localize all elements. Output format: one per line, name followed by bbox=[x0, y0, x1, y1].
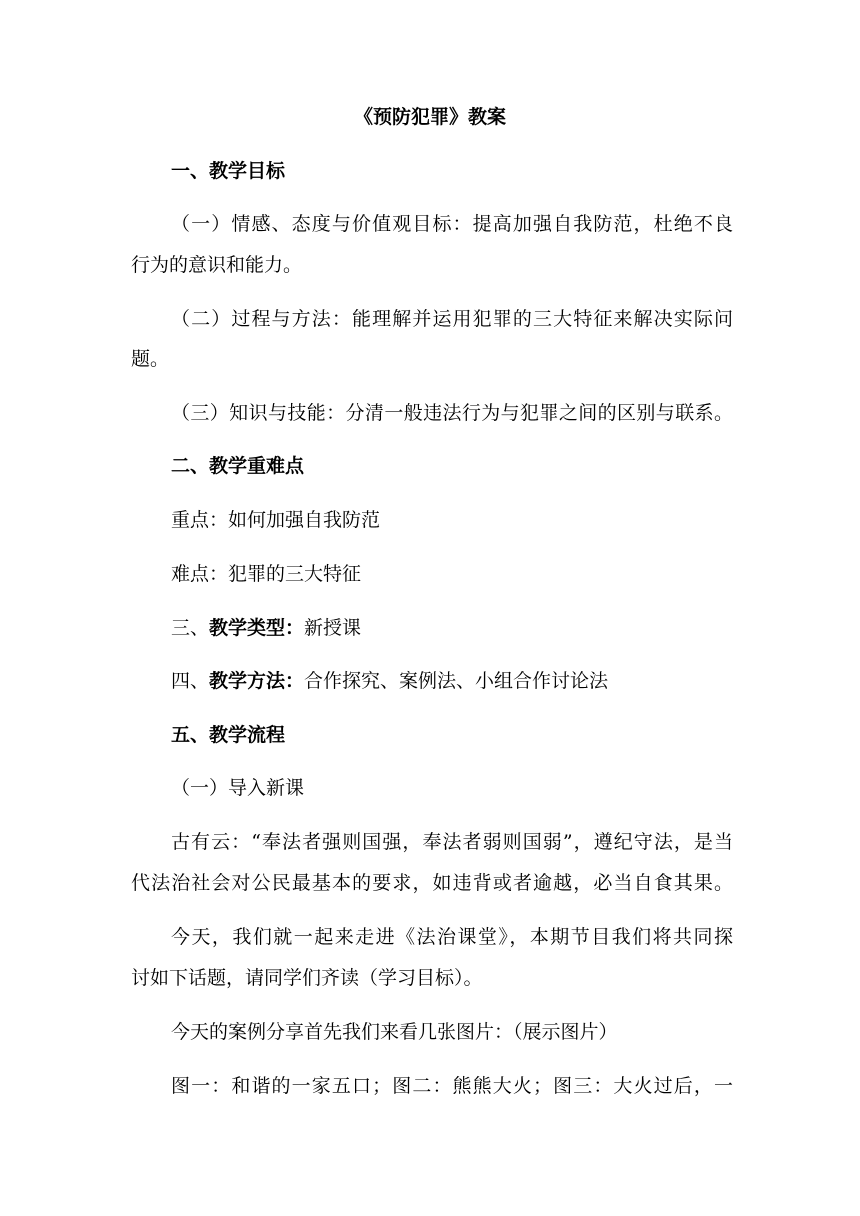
goal-3-line-1: （三）知识与技能：分清一般违法行为与犯罪之间的区别与联系。 bbox=[171, 402, 733, 424]
section-heading-teaching-goals: 一、教学目标 bbox=[171, 160, 286, 182]
section-teaching-type bbox=[171, 615, 773, 641]
section-teaching-type-label: 教学类型： bbox=[209, 617, 305, 639]
document-title: 《预防犯罪》教案 bbox=[353, 106, 506, 128]
goal-2-line-2: 题。 bbox=[131, 348, 170, 370]
section-teaching-type-value: 新授课 bbox=[304, 617, 362, 639]
paragraph-1-line-2: 代法治社会对公民最基本的要求，如违背或者逾越，必当自食其果。 bbox=[131, 872, 733, 894]
section-teaching-type-prefix: 三、 bbox=[171, 617, 210, 639]
section-teaching-method-value: 合作探究、案例法、小组合作讨论法 bbox=[304, 670, 609, 692]
section-teaching-method bbox=[171, 668, 773, 694]
goal-1-line-1: （一）情感、态度与价值观目标：提高加强自我防范，杜绝不良 bbox=[171, 213, 733, 235]
paragraph-2-line-2: 讨如下话题，请同学们齐读（学习目标）。 bbox=[131, 967, 483, 989]
paragraph-1-line-1: 古有云：“奉法者强则国强，奉法者弱则国弱”，遵纪守法，是当 bbox=[171, 831, 733, 853]
goal-1-line-2: 行为的意识和能力。 bbox=[131, 254, 303, 276]
section-heading-teaching-process: 五、教学流程 bbox=[171, 724, 286, 746]
difficult-point: 难点：犯罪的三大特征 bbox=[171, 563, 362, 585]
paragraph-4-line-1: 图一：和谐的一家五口；图二：熊熊大火；图三：大火过后，一 bbox=[171, 1075, 733, 1097]
paragraph-2-line-1: 今天，我们就一起来走进《法治课堂》，本期节目我们将共同探 bbox=[171, 926, 733, 948]
goal-2-line-1: （二）过程与方法：能理解并运用犯罪的三大特征来解决实际问 bbox=[171, 308, 733, 330]
section-heading-key-difficult-points: 二、教学重难点 bbox=[171, 455, 305, 477]
subsection-heading-introduction: （一）导入新课 bbox=[171, 777, 305, 799]
section-teaching-method-label: 教学方法： bbox=[209, 670, 305, 692]
key-point: 重点：如何加强自我防范 bbox=[171, 509, 381, 531]
section-teaching-method-prefix: 四、 bbox=[171, 670, 210, 692]
paragraph-3-line-1: 今天的案例分享首先我们来看几张图片：（展示图片） bbox=[171, 1021, 618, 1043]
